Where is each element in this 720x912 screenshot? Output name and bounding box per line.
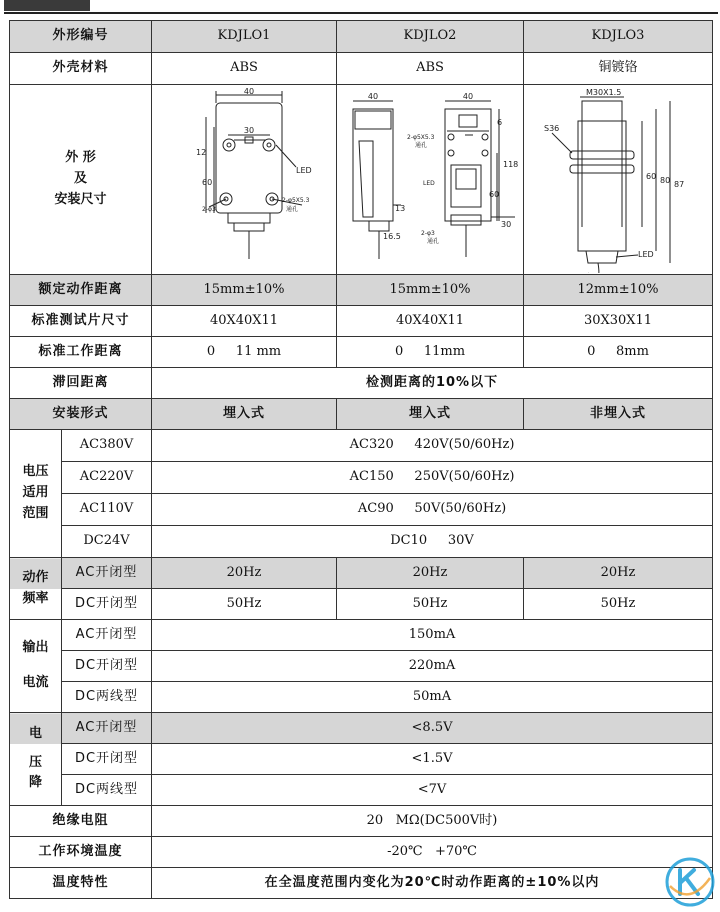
- svg-text:2-φ5X5.3: 2-φ5X5.3: [407, 133, 435, 141]
- label-hysteresis: 滞回距离: [10, 368, 152, 399]
- test-piece-1: 40X40X11: [152, 306, 337, 337]
- svg-text:60: 60: [646, 171, 657, 181]
- drop-type-1: AC开闭型: [62, 713, 152, 744]
- temp-char-value: 在全温度范围内变化为20℃时动作距离的±10%以内: [152, 868, 713, 899]
- output-value-1: 150mA: [152, 620, 713, 651]
- label-test-piece: 标准测试片尺寸: [10, 306, 152, 337]
- row-rated-distance: [10, 275, 713, 306]
- row-housing: [10, 53, 713, 85]
- row-drop-dc2: [10, 775, 713, 806]
- voltage-type-1: AC380V: [62, 430, 152, 462]
- svg-text:通孔: 通孔: [286, 205, 299, 213]
- housing-2: ABS: [337, 53, 524, 85]
- mounting-3: 非埋入式: [524, 399, 713, 430]
- frequency-dc-2: 50Hz: [337, 589, 524, 620]
- svg-text:30: 30: [501, 219, 512, 229]
- label-voltage-drop: 电 压 降: [10, 713, 62, 806]
- row-output-dc: [10, 651, 713, 682]
- frequency-dc-1: 50Hz: [152, 589, 337, 620]
- svg-text:M30X1.5: M30X1.5: [586, 87, 622, 97]
- svg-text:60: 60: [489, 189, 500, 199]
- row-output-ac: [10, 620, 713, 651]
- svg-text:16.5: 16.5: [383, 231, 401, 241]
- svg-text:80: 80: [660, 175, 671, 185]
- voltage-value-4: DC10 30V: [152, 526, 713, 558]
- spec-table: [9, 20, 713, 899]
- svg-text:2-φ3: 2-φ3: [421, 229, 435, 237]
- row-voltage-ac380: [10, 430, 713, 462]
- frequency-ac-2: 20Hz: [337, 558, 524, 589]
- output-value-2: 220mA: [152, 651, 713, 682]
- frequency-ac-1: 20Hz: [152, 558, 337, 589]
- svg-text:LED: LED: [423, 179, 435, 187]
- row-work-distance: [10, 337, 713, 368]
- svg-text:60: 60: [202, 177, 213, 187]
- row-insulation: [10, 806, 713, 837]
- label-insulation: 绝缘电阻: [10, 806, 152, 837]
- drawing-kdjlo3: [526, 87, 710, 273]
- row-temperature: [10, 837, 713, 868]
- housing-3: 铜镀铬: [524, 53, 713, 85]
- company-logo-icon: [664, 856, 716, 908]
- output-type-3: DC两线型: [62, 682, 152, 713]
- svg-text:118: 118: [503, 159, 519, 169]
- row-hysteresis: [10, 368, 713, 399]
- output-value-3: 50mA: [152, 682, 713, 713]
- label-work-distance: 标准工作距离: [10, 337, 152, 368]
- voltage-type-2: AC220V: [62, 462, 152, 494]
- output-type-2: DC开闭型: [62, 651, 152, 682]
- svg-text:通孔: 通孔: [415, 141, 428, 149]
- model-2: KDJLO2: [337, 21, 524, 53]
- row-temp-char: [10, 868, 713, 899]
- voltage-type-4: DC24V: [62, 526, 152, 558]
- model-3: KDJLO3: [524, 21, 713, 53]
- drop-value-2: <1.5V: [152, 744, 713, 775]
- housing-1: ABS: [152, 53, 337, 85]
- svg-text:2-φ3: 2-φ3: [202, 205, 216, 213]
- label-shape: 外 形 及 安装尺寸: [10, 85, 152, 275]
- svg-text:12: 12: [196, 147, 207, 157]
- drawing-cell-3: [524, 85, 713, 275]
- frequency-type-1: AC开闭型: [62, 558, 152, 589]
- drawing-kdjlo1: [154, 87, 334, 273]
- test-piece-3: 30X30X11: [524, 306, 713, 337]
- svg-text:87: 87: [674, 179, 685, 189]
- row-voltage-dc24: [10, 526, 713, 558]
- rated-distance-3: 12mm±10%: [524, 275, 713, 306]
- row-voltage-ac110: [10, 494, 713, 526]
- svg-text:13: 13: [395, 203, 406, 213]
- row-voltage-ac220: [10, 462, 713, 494]
- svg-text:通孔: 通孔: [427, 237, 440, 245]
- label-voltage-range: 电压 适用 范围: [10, 430, 62, 558]
- row-mounting: [10, 399, 713, 430]
- label-housing: 外壳材料: [10, 53, 152, 85]
- frequency-dc-3: 50Hz: [524, 589, 713, 620]
- hysteresis-value: 检测距离的10%以下: [152, 368, 713, 399]
- rated-distance-2: 15mm±10%: [337, 275, 524, 306]
- svg-text:2-φ5X5.3: 2-φ5X5.3: [282, 196, 310, 204]
- row-model: [10, 21, 713, 53]
- drop-value-3: <7V: [152, 775, 713, 806]
- label-frequency: 动作 频率: [10, 558, 62, 620]
- output-type-1: AC开闭型: [62, 620, 152, 651]
- row-frequency-ac: [10, 558, 713, 589]
- test-piece-2: 40X40X11: [337, 306, 524, 337]
- svg-text:40: 40: [367, 91, 379, 101]
- row-drop-ac: [10, 713, 713, 744]
- insulation-value: 20 MΩ(DC500V时): [152, 806, 713, 837]
- rated-distance-1: 15mm±10%: [152, 275, 337, 306]
- top-rule: [4, 0, 718, 14]
- temperature-value: -20℃ +70℃: [152, 837, 713, 868]
- work-distance-2: 0 11mm: [337, 337, 524, 368]
- row-drop-dc: [10, 744, 713, 775]
- work-distance-3: 0 8mm: [524, 337, 713, 368]
- svg-text:40: 40: [462, 91, 474, 101]
- frequency-type-2: DC开闭型: [62, 589, 152, 620]
- label-temp-char: 温度特性: [10, 868, 152, 899]
- svg-text:LED: LED: [296, 165, 312, 175]
- drawing-kdjlo2: [339, 87, 521, 273]
- svg-text:LED: LED: [638, 249, 654, 259]
- voltage-value-3: AC90 50V(50/60Hz): [152, 494, 713, 526]
- work-distance-1: 0 11 mm: [152, 337, 337, 368]
- voltage-value-2: AC150 250V(50/60Hz): [152, 462, 713, 494]
- mounting-2: 埋入式: [337, 399, 524, 430]
- frequency-ac-3: 20Hz: [524, 558, 713, 589]
- label-mounting: 安装形式: [10, 399, 152, 430]
- label-output-current: 输出 电流: [10, 620, 62, 713]
- label-model: 外形编号: [10, 21, 152, 53]
- drop-type-3: DC两线型: [62, 775, 152, 806]
- label-temperature: 工作环境温度: [10, 837, 152, 868]
- drawing-cell-2: [337, 85, 524, 275]
- label-rated-distance: 额定动作距离: [10, 275, 152, 306]
- svg-text:6: 6: [497, 117, 503, 127]
- row-frequency-dc: [10, 589, 713, 620]
- voltage-type-3: AC110V: [62, 494, 152, 526]
- model-1: KDJLO1: [152, 21, 337, 53]
- row-output-dc2: [10, 682, 713, 713]
- drop-value-1: <8.5V: [152, 713, 713, 744]
- svg-text:40: 40: [243, 86, 255, 96]
- svg-text:30: 30: [243, 125, 255, 135]
- row-test-piece: [10, 306, 713, 337]
- drawing-cell-1: [152, 85, 337, 275]
- row-shape: [10, 85, 713, 275]
- drop-type-2: DC开闭型: [62, 744, 152, 775]
- mounting-1: 埋入式: [152, 399, 337, 430]
- svg-text:S36: S36: [544, 123, 560, 133]
- section-tab: [4, 0, 90, 11]
- voltage-value-1: AC320 420V(50/60Hz): [152, 430, 713, 462]
